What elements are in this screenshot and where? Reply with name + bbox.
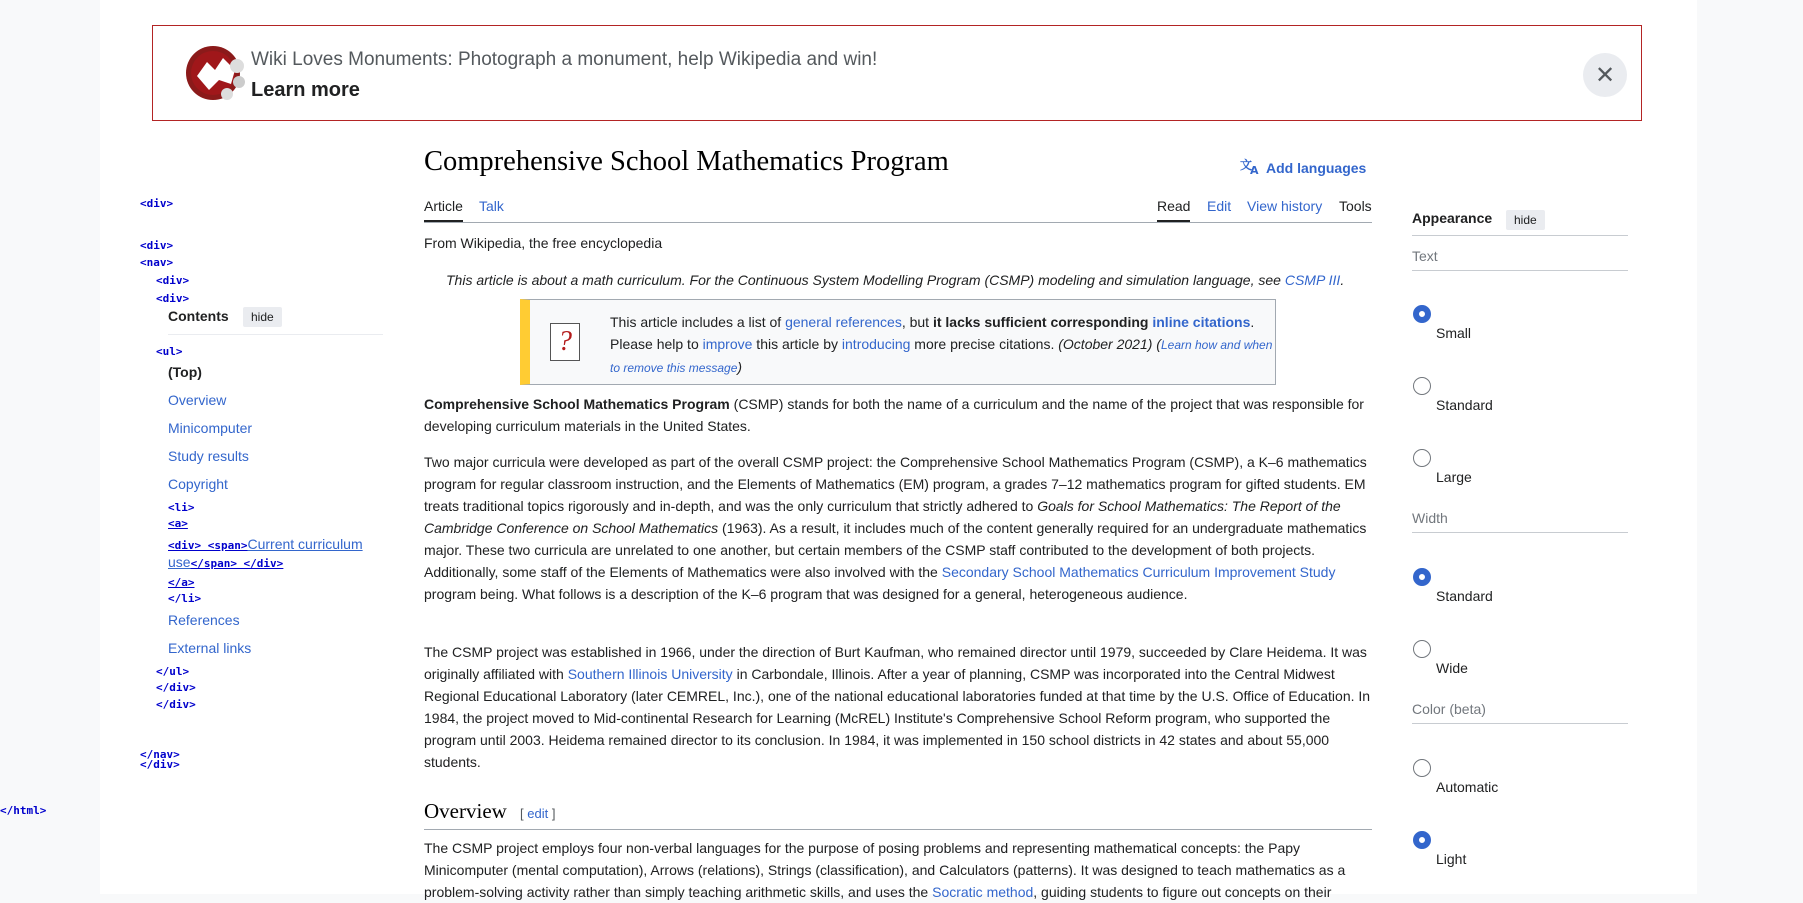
raw-li-tag: <li> <box>168 501 195 514</box>
raw-span-close-tag: </span> </div> <box>190 557 284 570</box>
inline-citations-link[interactable]: inline citations <box>1152 314 1251 330</box>
toc-divider <box>168 334 383 335</box>
svg-text:A: A <box>1250 164 1259 175</box>
panel-divider <box>1412 723 1628 724</box>
toc-item-external-links[interactable]: External links <box>168 640 252 656</box>
banner-learn-more-link[interactable]: Learn more <box>251 79 360 101</box>
tab-tools[interactable]: Tools <box>1339 198 1372 214</box>
hatnote-text: This article is about a math curriculum. For the Continuous System Modelling Program (CSMP) modeling and simulation language, see <box>446 272 1285 288</box>
para-text: in Carbondale, Illinois. After a year of planning, CSMP was incorporated into the Central Midwest Regional Educational Laboratory (later CEMREL, Inc.), one of the national educational laboratories funded at that time by the U.S. Office of Education. In 1984, the project moved to Mid-continental Research for Learning (McREL) Institute's Comprehensive School Reform program, who supported the program until 2003. Heidema remained director to its conclusion. In 1984, it was implemented in 150 school districts in 42 states and about 55,000 students. <box>424 666 1371 770</box>
page-title: Comprehensive School Mathematics Program <box>424 146 949 177</box>
raw-div-close-tag: </div> <box>140 758 180 771</box>
raw-div-close-tag: </div> <box>156 698 196 711</box>
site-tagline: From Wikipedia, the free encyclopedia <box>424 235 663 251</box>
tab-view-history[interactable]: View history <box>1247 198 1323 214</box>
raw-div-tag: <div> <box>156 292 190 305</box>
raw-nav-close-tag: </nav> <box>140 748 180 761</box>
text-large-radio[interactable] <box>1413 449 1431 467</box>
raw-div-tag: <div> <box>140 239 174 252</box>
wiki-loves-monuments-logo <box>183 40 251 104</box>
notice-bold-text: it lacks sufficient corresponding <box>932 314 1153 330</box>
color-automatic-radio[interactable] <box>1413 759 1431 777</box>
raw-div-tag: <div> <box>140 197 174 210</box>
notice-text: . Please help to <box>610 314 1255 352</box>
toc-item-overview[interactable]: Overview <box>168 392 227 408</box>
toc-item-top[interactable]: (Top) <box>168 364 202 380</box>
edit-section-link[interactable]: edit <box>527 806 549 821</box>
toc-item-label: Current curriculum use <box>168 536 363 570</box>
improve-link[interactable]: improve <box>702 336 753 352</box>
toc-item-current-curriculum-use[interactable] <box>168 536 378 572</box>
citation-notice <box>520 299 1276 385</box>
text-standard-radio[interactable] <box>1413 377 1431 395</box>
general-references-link[interactable]: general references <box>785 314 902 330</box>
add-languages-label: Add languages <box>1266 159 1367 176</box>
raw-div-close-tag: </div> <box>156 681 196 694</box>
citation-notice-text <box>610 311 1280 379</box>
siu-link[interactable]: Southern Illinois University <box>567 666 733 682</box>
raw-ul-tag: <ul> <box>156 345 183 358</box>
raw-ul-close-tag: </ul> <box>156 665 190 678</box>
toc-item-study-results[interactable]: Study results <box>168 448 249 464</box>
color-label: Color (beta) <box>1412 701 1486 717</box>
hatnote-end: . <box>1340 272 1345 288</box>
paragraph-overview <box>424 837 1372 903</box>
banner-message: Wiki Loves Monuments: Photograph a monument, help Wikipedia and win! <box>251 49 878 70</box>
panel-divider <box>1412 532 1628 533</box>
close-banner-button[interactable] <box>1583 53 1627 97</box>
width-wide-radio[interactable] <box>1413 640 1431 658</box>
color-light-label: Light <box>1436 851 1467 867</box>
text-large-label: Large <box>1436 469 1472 485</box>
notice-text: This article includes a list of <box>610 314 786 330</box>
intro-bold-title: Comprehensive School Mathematics Program <box>424 396 730 412</box>
section-heading-overview: Overview <box>424 799 507 823</box>
section-edit <box>520 806 555 821</box>
raw-html-close-tag: </html> <box>0 804 47 817</box>
para-text: , guiding students to figure out concepts on their <box>1033 884 1332 900</box>
toc-title: Contents <box>168 308 229 324</box>
intro-text: (CSMP) stands for both the name of a curriculum and the name of the project that was responsible for developing curriculum materials in the United States. <box>424 396 1364 434</box>
tab-edit[interactable]: Edit <box>1207 198 1232 214</box>
fundraising-banner <box>152 25 1642 121</box>
section-divider <box>424 829 1372 830</box>
width-standard-radio[interactable] <box>1413 568 1431 586</box>
notice-text: , but <box>901 314 933 330</box>
socratic-method-link[interactable]: Socratic method <box>932 884 1034 900</box>
bracket: ] <box>548 806 556 821</box>
color-automatic-label: Automatic <box>1436 779 1499 795</box>
notice-text: more precise citations. <box>910 336 1059 352</box>
bracket: [ <box>520 806 528 821</box>
introducing-link[interactable]: introducing <box>841 336 911 352</box>
width-standard-label: Standard <box>1436 588 1493 604</box>
tab-talk[interactable]: Talk <box>479 198 504 214</box>
para-text: The CSMP project was established in 1966, under the direction of Burt Kaufman, who remained director until 1979, succeeded by Clare Heidema. It was originally affiliated with <box>424 644 1367 682</box>
para-italic: Goals for School Mathematics: The Report of the Cambridge Conference on School Mathematics <box>424 498 1341 536</box>
tab-article[interactable]: Article <box>424 198 463 214</box>
tabs-divider <box>424 222 1372 223</box>
sticky-header-cover <box>1400 196 1640 210</box>
width-wide-label: Wide <box>1436 660 1468 676</box>
text-size-label: Text <box>1412 248 1438 264</box>
notice-text: ( <box>1152 336 1161 352</box>
ssmcis-link[interactable]: Secondary School Mathematics Curriculum Improvement Study <box>941 564 1336 580</box>
tab-read[interactable]: Read <box>1157 198 1191 214</box>
panel-divider <box>1412 235 1628 236</box>
notice-text: this article by <box>752 336 842 352</box>
appearance-hide-button[interactable]: hide <box>1506 210 1545 230</box>
raw-div-tag: <div> <box>156 274 190 287</box>
hatnote <box>446 272 1344 288</box>
add-languages-button[interactable] <box>1240 157 1366 178</box>
question-mark-icon: ? <box>550 323 580 361</box>
close-icon: ✕ <box>1594 61 1616 89</box>
raw-a-close-tag: </a> <box>168 576 195 589</box>
toc-item-references[interactable]: References <box>168 612 240 628</box>
toc-hide-button[interactable]: hide <box>243 307 282 327</box>
toc-item-minicomputer[interactable]: Minicomputer <box>168 420 253 436</box>
language-icon <box>1240 157 1260 178</box>
hatnote-link-csmp-iii[interactable]: CSMP III <box>1284 272 1341 288</box>
para-text: Two major curricula were developed as part of the overall CSMP project: the Comprehensive School Mathematics Program (CSMP), a K–6 mathematics program for regular classroom instruction, and the Elements of Mathematics (EM) program, a grades 7–12 mathematics program for gifted students. EM treats traditional topics rigorously and in-depth, and was the only curriculum that strictly adhered to <box>424 454 1367 514</box>
text-small-label: Small <box>1436 325 1472 341</box>
para-text: The CSMP project employs four non-verbal languages for the purpose of posing problems and representing mathematical concepts: the Papy Minicomputer (mental computation), Arrows (relations), Strings (classification), and Calculators (patterns). It was designed to teach mathematics as a problem-solving activity rather than simply teaching arithmetic skills, and uses the <box>424 840 1346 900</box>
toc-item-copyright[interactable]: Copyright <box>168 476 228 492</box>
notice-text: ) <box>737 359 743 375</box>
paragraph-curricula <box>424 451 1372 605</box>
learn-how-remove-link[interactable]: Learn how and when to remove this message <box>610 338 1273 375</box>
svg-text:文: 文 <box>1240 158 1253 172</box>
para-text: program being. What follows is a description of the K–6 program that was designed for a general, heterogeneous audience. <box>424 586 1188 602</box>
notice-date: (October 2021) <box>1058 336 1153 352</box>
width-label: Width <box>1412 510 1448 526</box>
paragraph-intro <box>424 393 1372 437</box>
para-text: (1963). As a result, it includes much of the content generally required for an undergraduate mathematics major. These two curricula are unrelated to one another, but certain members of the CSMP staff contributed to the development of both projects. Additionally, some staff of the Elements of Mathematics were also involved with the <box>424 520 1367 580</box>
paragraph-history <box>424 641 1372 773</box>
text-small-radio[interactable] <box>1413 305 1431 323</box>
raw-span-tag: <div> <span> <box>168 539 248 552</box>
raw-nav-tag: <nav> <box>140 256 174 269</box>
panel-divider <box>1412 270 1628 271</box>
appearance-title: Appearance <box>1412 210 1493 226</box>
raw-li-close-tag: </li> <box>168 592 202 605</box>
color-light-radio[interactable] <box>1413 831 1431 849</box>
raw-a-tag[interactable]: <a> <box>168 517 188 530</box>
text-standard-label: Standard <box>1436 397 1493 413</box>
